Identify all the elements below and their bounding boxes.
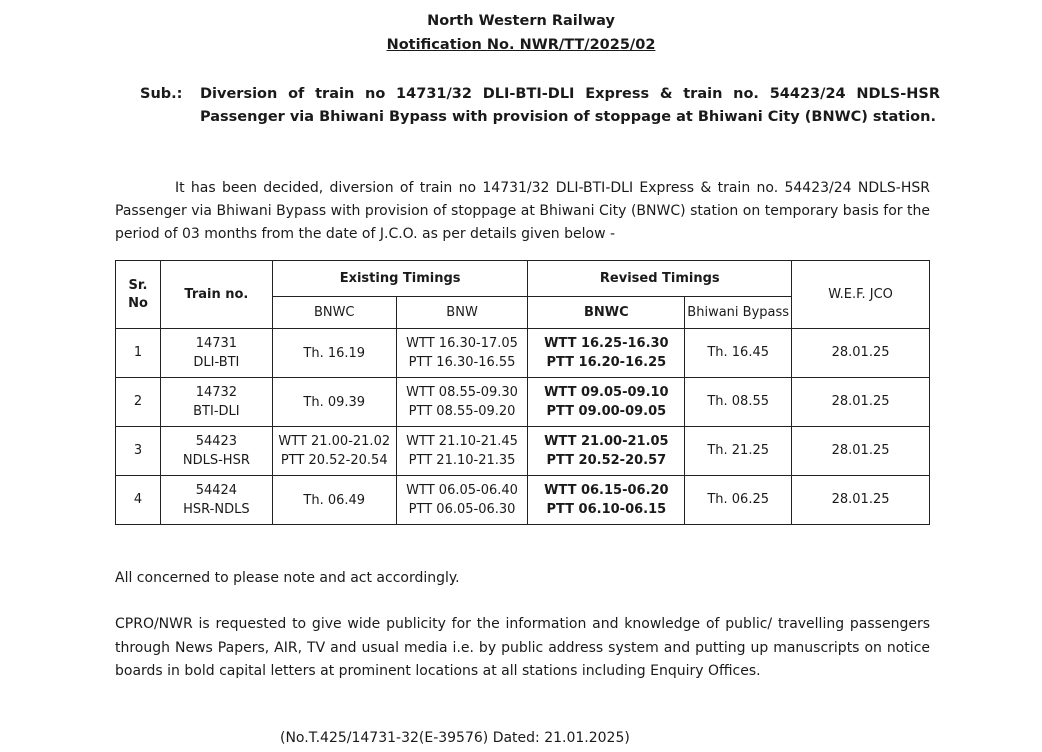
cell-wef: 28.01.25 xyxy=(792,476,930,525)
header-existing-bnw: BNW xyxy=(396,297,528,329)
cell-existing-bnw xyxy=(396,427,528,476)
cell-train-no xyxy=(160,476,272,525)
cell-revised-bnwc-line: PTT 20.52-20.57 xyxy=(546,453,667,468)
cell-revised-bypass: Th. 06.25 xyxy=(685,476,792,525)
cell-wef: 28.01.25 xyxy=(792,329,930,378)
table-row xyxy=(116,476,930,525)
cell-train-no-line: DLI-BTI xyxy=(193,355,240,370)
cell-revised-bnwc-line: PTT 09.00-09.05 xyxy=(546,404,667,419)
cell-wef: 28.01.25 xyxy=(792,378,930,427)
cell-train-no-line: NDLS-HSR xyxy=(182,453,250,468)
cell-existing-bnwc xyxy=(272,427,396,476)
timings-table-body xyxy=(116,329,930,525)
intro-paragraph: It has been decided, diversion of train no 14731/32 DLI-BTI-DLI Express & train no. 54423/24 NDLS-HSR Passenger via Bhiwani Bypass with provision of stoppage at Bhiwani City (BNWC) station on temporary basis for the period of 03 months from the date of J.C.O. as per details given below - xyxy=(115,180,930,242)
cell-existing-bnw-line: WTT 08.55-09.30 xyxy=(406,385,518,400)
cell-existing-bnw-line: PTT 06.05-06.30 xyxy=(408,502,516,517)
cell-train-no-line: 54423 xyxy=(195,434,238,449)
cell-existing-bnw-line: PTT 08.55-09.20 xyxy=(408,404,516,419)
cell-wef: 28.01.25 xyxy=(792,427,930,476)
cell-train-no xyxy=(160,378,272,427)
cell-revised-bnwc-line: WTT 21.00-21.05 xyxy=(544,434,669,449)
publicity-paragraph: CPRO/NWR is requested to give wide publicity for the information and knowledge of public/ travelling passengers through News Papers, AIR, TV and usual media i.e. by public address system and putting up manuscripts on notice boards in bold capital letters at prominent locations at all stations including Enquiry Offices. xyxy=(115,616,930,679)
cell-revised-bypass: Th. 21.25 xyxy=(685,427,792,476)
cell-existing-bnwc-line: Th. 16.19 xyxy=(303,345,366,361)
cell-train-no-line: 54424 xyxy=(195,483,238,498)
cell-existing-bnw xyxy=(396,476,528,525)
notification-number: Notification No. NWR/TT/2025/02 xyxy=(386,37,656,53)
subject-label: Sub.: xyxy=(140,86,183,102)
cell-existing-bnwc-line: Th. 09.39 xyxy=(303,394,366,410)
cell-revised-bnwc xyxy=(528,476,685,525)
cell-existing-bnw-line: WTT 21.10-21.45 xyxy=(406,434,518,449)
cell-revised-bnwc-line: PTT 06.10-06.15 xyxy=(546,502,667,517)
header-wef-jco: W.E.F. JCO xyxy=(792,261,930,329)
concern-note: All concerned to please note and act accordingly. xyxy=(115,570,460,586)
cell-revised-bnwc-line: WTT 16.25-16.30 xyxy=(544,336,669,351)
cell-revised-bnwc xyxy=(528,427,685,476)
table-row xyxy=(116,329,930,378)
cell-existing-bnw xyxy=(396,329,528,378)
cell-train-no-line: BTI-DLI xyxy=(193,404,240,419)
timings-table xyxy=(115,260,930,525)
cell-train-no xyxy=(160,427,272,476)
cell-train-no-line: 14731 xyxy=(195,336,238,351)
cell-existing-bnw-line: WTT 16.30-17.05 xyxy=(406,336,518,351)
cell-existing-bnwc xyxy=(272,476,396,525)
header-revised-bnwc: BNWC xyxy=(528,297,685,329)
table-row xyxy=(116,427,930,476)
cell-existing-bnw-line: PTT 16.30-16.55 xyxy=(408,355,516,370)
cell-revised-bnwc-line: WTT 06.15-06.20 xyxy=(544,483,669,498)
cell-sr-no: 2 xyxy=(116,378,161,427)
cell-existing-bnw xyxy=(396,378,528,427)
cell-train-no xyxy=(160,329,272,378)
cell-revised-bnwc xyxy=(528,329,685,378)
cell-sr-no: 4 xyxy=(116,476,161,525)
cell-revised-bypass: Th. 16.45 xyxy=(685,329,792,378)
cell-existing-bnwc-line: Th. 06.49 xyxy=(303,492,366,508)
header-revised-bypass: Bhiwani Bypass xyxy=(685,297,792,329)
cell-revised-bnwc-line: WTT 09.05-09.10 xyxy=(544,385,669,400)
cell-sr-no: 1 xyxy=(116,329,161,378)
cell-train-no-line: 14732 xyxy=(195,385,238,400)
reference-number: (No.T.425/14731-32(E-39576) Dated: 21.01.2025) xyxy=(280,730,630,746)
table-row xyxy=(116,378,930,427)
organization-name: North Western Railway xyxy=(427,13,615,29)
cell-existing-bnwc xyxy=(272,329,396,378)
cell-train-no-line: HSR-NDLS xyxy=(183,502,250,517)
cell-existing-bnw-line: PTT 21.10-21.35 xyxy=(408,453,516,468)
cell-revised-bnwc-line: PTT 16.20-16.25 xyxy=(546,355,667,370)
cell-existing-bnw-line: WTT 06.05-06.40 xyxy=(406,483,518,498)
header-train-no: Train no. xyxy=(160,261,272,329)
header-revised-timings: Revised Timings xyxy=(528,261,792,297)
header-existing-timings: Existing Timings xyxy=(272,261,528,297)
cell-revised-bnwc xyxy=(528,378,685,427)
subject-block xyxy=(140,83,940,129)
cell-existing-bnwc xyxy=(272,378,396,427)
cell-revised-bypass: Th. 08.55 xyxy=(685,378,792,427)
cell-existing-bnwc-line: WTT 21.00-21.02 xyxy=(278,434,391,449)
header-existing-bnwc: BNWC xyxy=(272,297,396,329)
subject-text: Diversion of train no 14731/32 DLI-BTI-DLI Express & train no. 54423/24 NDLS-HSR Passenger via Bhiwani Bypass with provision of stoppage at Bhiwani City (BNWC) station. xyxy=(200,86,940,125)
cell-existing-bnwc-line: PTT 20.52-20.54 xyxy=(280,453,388,468)
cell-sr-no: 3 xyxy=(116,427,161,476)
header-sr-no: Sr. No xyxy=(116,261,161,329)
